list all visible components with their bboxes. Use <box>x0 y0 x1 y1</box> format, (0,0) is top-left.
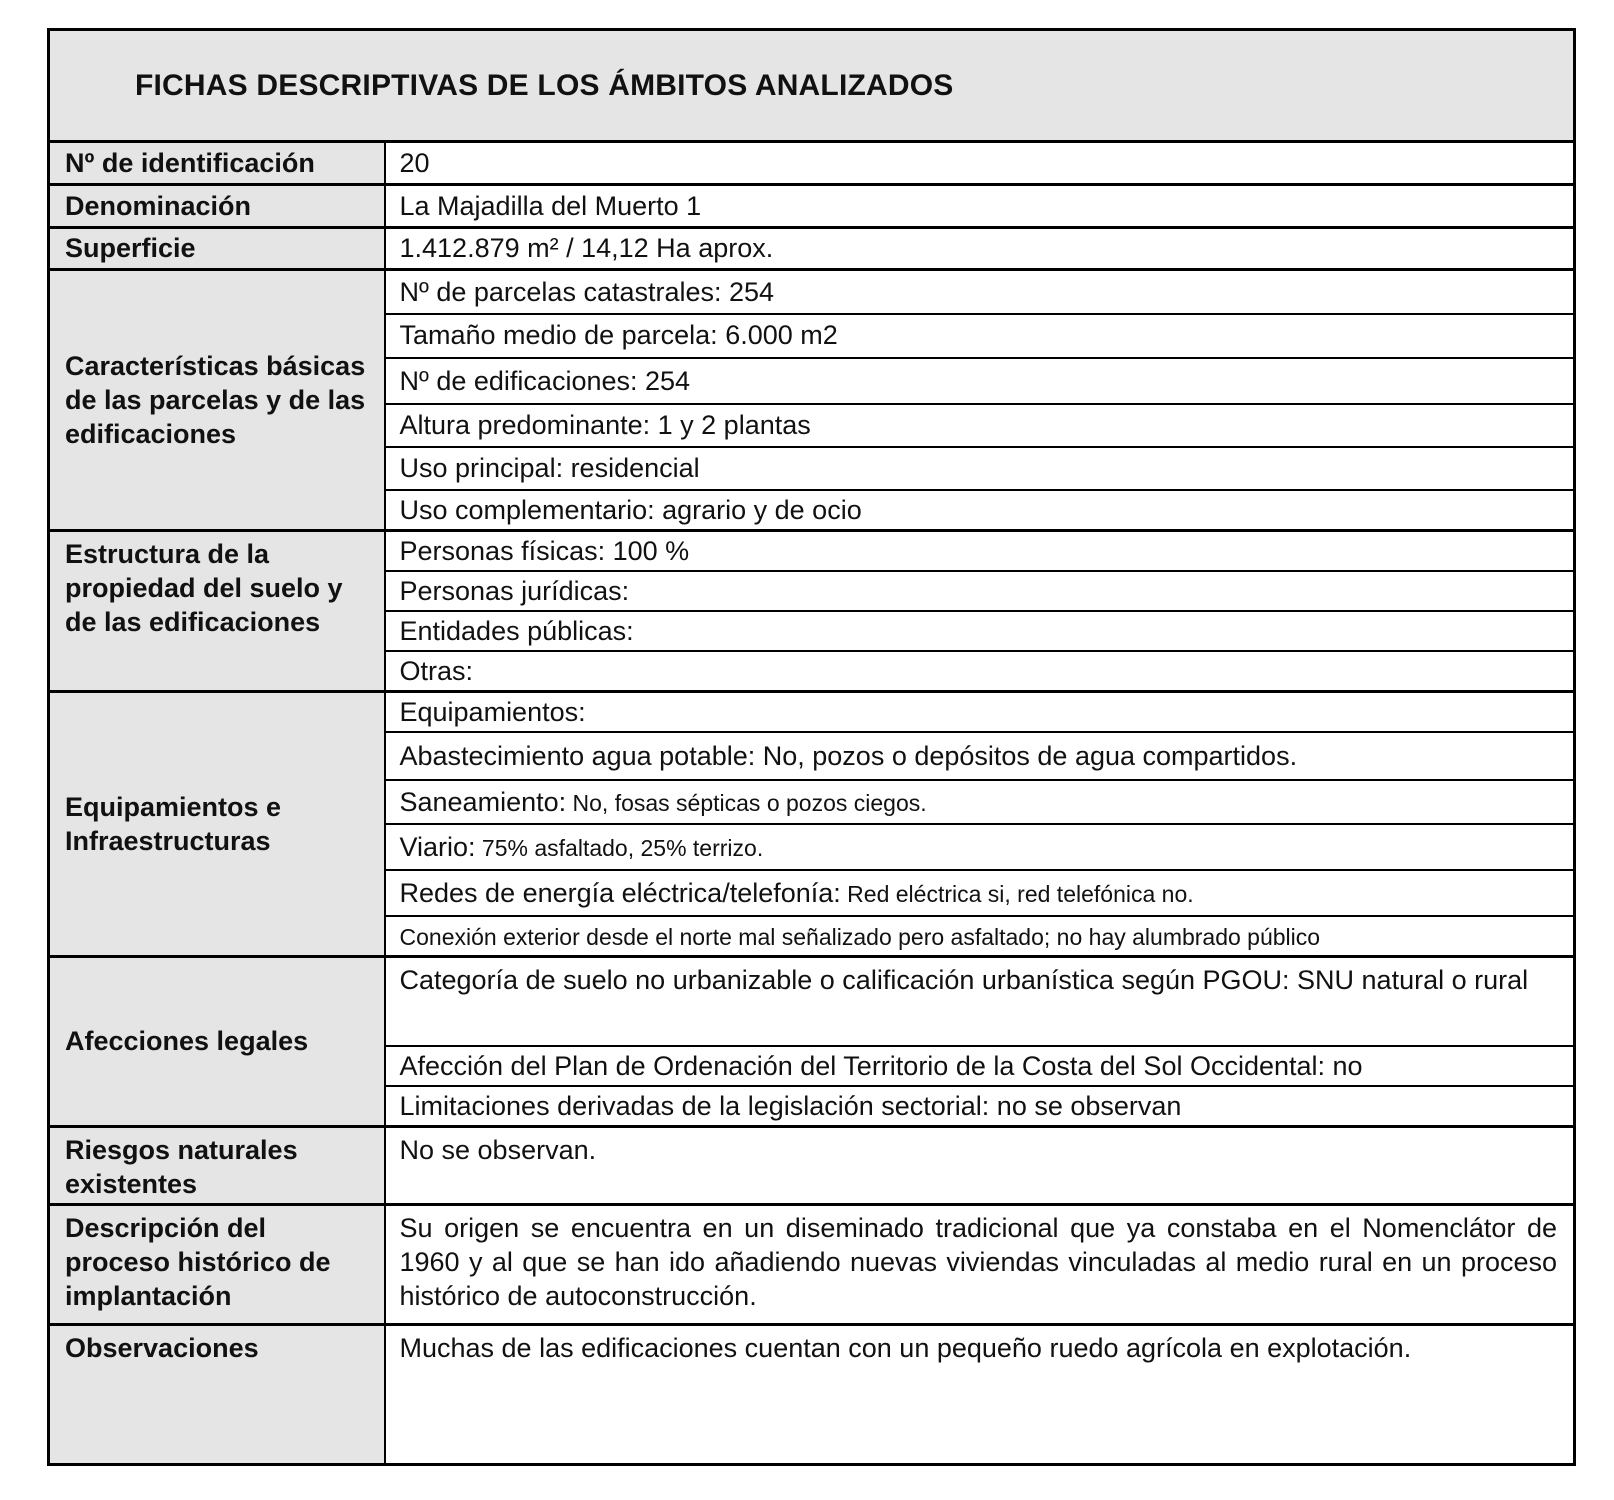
equipamientos-item-text: Equipamientos: <box>399 696 586 727</box>
value-denominacion: La Majadilla del Muerto 1 <box>385 185 1575 228</box>
row-caracteristicas <box>49 270 1575 314</box>
row-afecciones <box>49 956 1575 1046</box>
equipamientos-item <box>385 870 1575 916</box>
value-superficie: 1.412.879 m² / 14,12 Ha aprox. <box>385 228 1575 270</box>
equipamientos-item <box>385 691 1575 732</box>
value-descripcion: Su origen se encuentra en un diseminado tradicional que ya constaba en el Nomenclátor de 1960 y al que se han ido añadiendo nuevas viviendas vinculadas al medio rural en un proceso histórico de autoconstrucción. <box>385 1205 1575 1325</box>
value-observaciones: Muchas de las edificaciones cuentan con un pequeño ruedo agrícola en explotación. <box>385 1325 1575 1465</box>
equipamientos-item <box>385 780 1575 824</box>
label-afecciones: Afecciones legales <box>49 956 385 1127</box>
caracteristicas-item: Altura predominante: 1 y 2 plantas <box>385 404 1575 447</box>
label-riesgos: Riesgos naturales existentes <box>49 1127 385 1205</box>
equipamientos-item-rest: 75% asfaltado, 25% terrizo. <box>475 834 764 861</box>
equipamientos-item-lead: Saneamiento: <box>399 786 567 817</box>
ficha-table <box>47 28 1576 1466</box>
estructura-item: Personas físicas: 100 % <box>385 530 1575 571</box>
estructura-item: Otras: <box>385 651 1575 692</box>
value-identificacion: 20 <box>385 142 1575 185</box>
equipamientos-item-rest: No, fosas sépticas o pozos ciegos. <box>566 789 927 816</box>
title-row <box>49 30 1575 142</box>
equipamientos-item-lead: Viario: <box>399 831 476 862</box>
label-descripcion: Descripción del proceso histórico de implantación <box>49 1205 385 1325</box>
row-riesgos <box>49 1127 1575 1205</box>
afecciones-item: Categoría de suelo no urbanizable o calificación urbanística según PGOU: SNU natural o rural <box>385 956 1575 1046</box>
equipamientos-item <box>385 916 1575 957</box>
equipamientos-item-text: Conexión exterior desde el norte mal señalizado pero asfaltado; no hay alumbrado público <box>399 923 1321 950</box>
caracteristicas-item: Uso principal: residencial <box>385 447 1575 490</box>
value-riesgos: No se observan. <box>385 1127 1575 1205</box>
caracteristicas-item: Tamaño medio de parcela: 6.000 m2 <box>385 314 1575 358</box>
row-estructura <box>49 530 1575 571</box>
afecciones-item: Afección del Plan de Ordenación del Territorio de la Costa del Sol Occidental: no <box>385 1046 1575 1086</box>
caracteristicas-item: Uso complementario: agrario y de ocio <box>385 490 1575 531</box>
row-observaciones <box>49 1325 1575 1465</box>
row-denominacion <box>49 185 1575 228</box>
label-estructura: Estructura de la propiedad del suelo y de las edificaciones <box>49 530 385 691</box>
row-equipamientos <box>49 691 1575 732</box>
row-descripcion <box>49 1205 1575 1325</box>
equipamientos-item-text: Abastecimiento agua potable: No, pozos o depósitos de agua compartidos. <box>399 740 1298 771</box>
estructura-item: Entidades públicas: <box>385 611 1575 651</box>
label-equipamientos: Equipamientos e Infraestructuras <box>49 691 385 956</box>
equipamientos-item-lead: Redes de energía eléctrica/telefonía: <box>399 877 841 908</box>
equipamientos-item <box>385 824 1575 870</box>
equipamientos-item <box>385 732 1575 780</box>
equipamientos-item-rest: Red eléctrica si, red telefónica no. <box>840 880 1194 907</box>
afecciones-item: Limitaciones derivadas de la legislación sectorial: no se observan <box>385 1086 1575 1127</box>
row-identificacion <box>49 142 1575 185</box>
caracteristicas-item: Nº de edificaciones: 254 <box>385 358 1575 404</box>
estructura-item: Personas jurídicas: <box>385 571 1575 611</box>
page-title: FICHAS DESCRIPTIVAS DE LOS ÁMBITOS ANALIZADOS <box>49 30 1575 142</box>
label-observaciones: Observaciones <box>49 1325 385 1465</box>
label-caracteristicas: Características básicas de las parcelas y de las edificaciones <box>49 270 385 531</box>
label-identificacion: Nº de identificación <box>49 142 385 185</box>
label-superficie: Superficie <box>49 228 385 270</box>
row-superficie <box>49 228 1575 270</box>
caracteristicas-item: Nº de parcelas catastrales: 254 <box>385 270 1575 314</box>
label-denominacion: Denominación <box>49 185 385 228</box>
